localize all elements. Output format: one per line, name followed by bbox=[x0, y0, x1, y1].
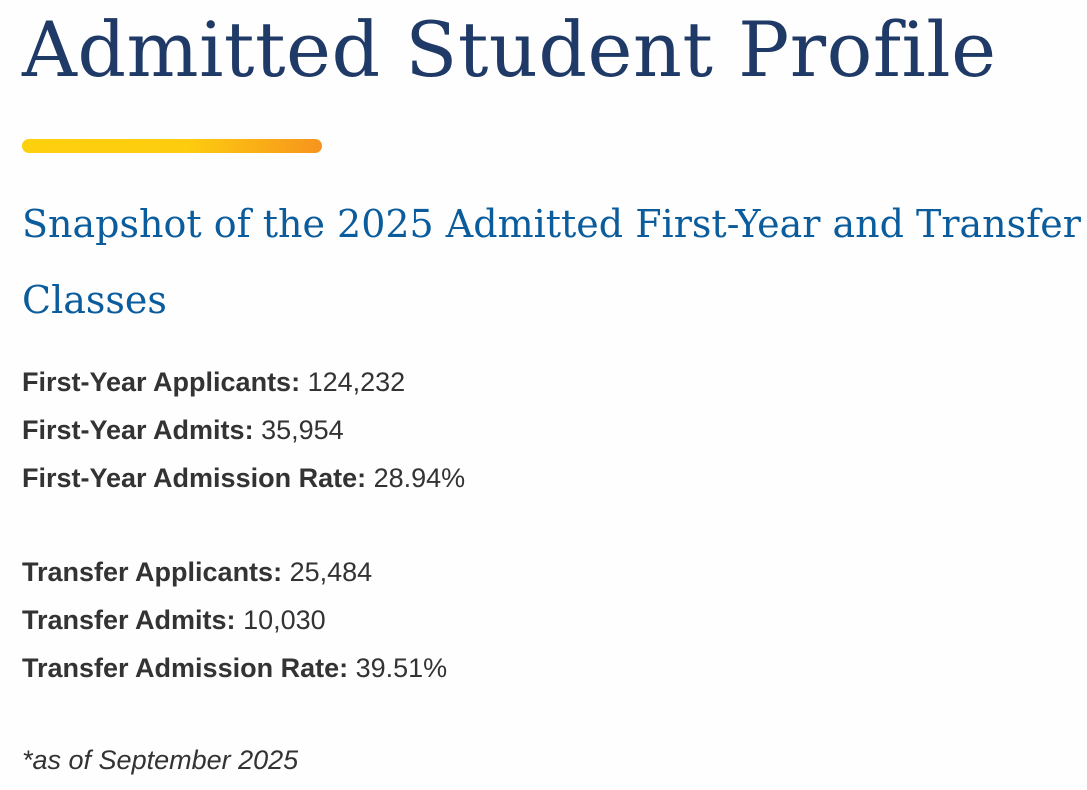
stat-value: 39.51% bbox=[355, 653, 448, 683]
transfer-admission-rate-row bbox=[22, 644, 465, 692]
stat-value: 35,954 bbox=[261, 415, 344, 445]
stat-label: First-Year Admits: bbox=[22, 415, 262, 445]
stat-group-spacer bbox=[22, 502, 465, 548]
section-title bbox=[22, 186, 1087, 338]
page-title: Admitted Student Profile bbox=[22, 5, 997, 94]
stat-value: 28.94% bbox=[373, 463, 466, 493]
stat-label: Transfer Applicants: bbox=[22, 557, 290, 587]
section-title-line-2: Classes bbox=[22, 278, 167, 322]
stat-value: 25,484 bbox=[289, 557, 373, 587]
section-title-line-1: Snapshot of the 2025 Admitted First-Year and Transfer bbox=[22, 202, 1081, 246]
stat-label: First-Year Admission Rate: bbox=[22, 463, 374, 493]
first-year-admission-rate-row bbox=[22, 454, 465, 502]
accent-divider bbox=[22, 139, 322, 153]
first-year-admits-row bbox=[22, 406, 465, 454]
date-footnote: *as of September 2025 bbox=[22, 745, 299, 775]
stat-value: 124,232 bbox=[307, 367, 406, 397]
stat-label: First-Year Applicants: bbox=[22, 367, 308, 397]
stat-label: Transfer Admits: bbox=[22, 605, 244, 635]
transfer-applicants-row bbox=[22, 548, 465, 596]
first-year-applicants-row bbox=[22, 358, 465, 406]
transfer-admits-row bbox=[22, 596, 465, 644]
admission-stats bbox=[22, 358, 465, 692]
stat-value: 10,030 bbox=[243, 605, 326, 635]
stat-label: Transfer Admission Rate: bbox=[22, 653, 356, 683]
